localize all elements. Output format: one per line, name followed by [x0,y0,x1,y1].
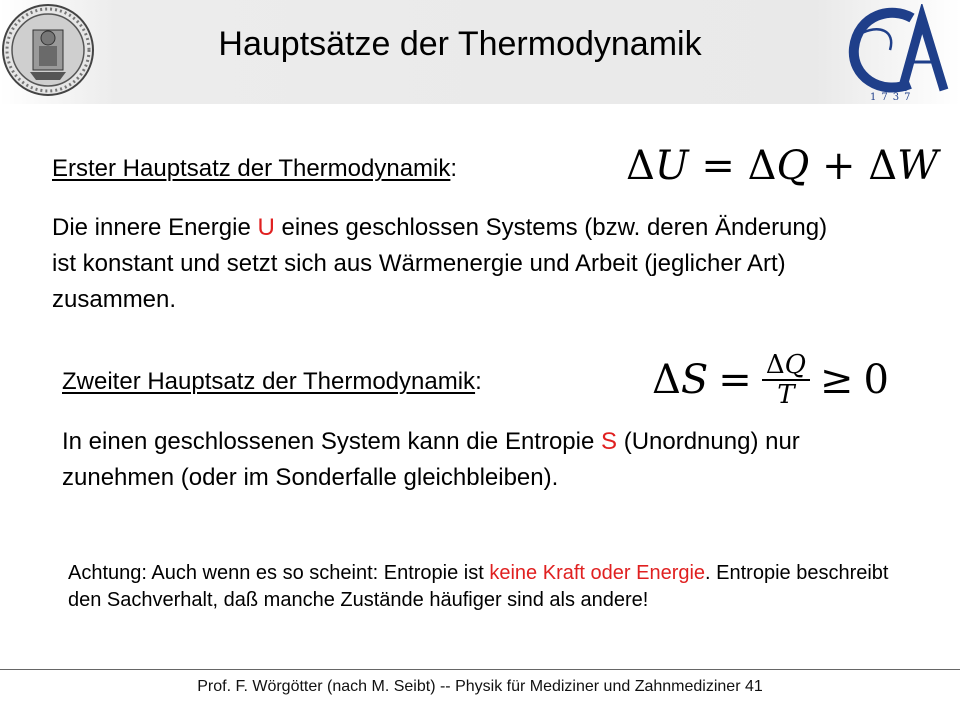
equals-symbol: = [701,143,735,189]
logo-year: 1737 [870,92,916,103]
second-law-formula [652,350,889,410]
formula-var-u: U [654,143,689,189]
caution-text-a: Achtung: Auch wenn es so scheint: Entropie ist [68,562,490,584]
first-law-heading-colon: : [450,155,458,182]
first-law-formula [626,140,938,192]
formula-var-s: S [680,357,709,403]
first-law-heading [52,154,457,184]
caution-text-b: . Entropie beschreibt den Sachverhalt, daß manche Zustände häufiger sind als andere! [68,562,889,611]
equals-symbol: = [718,357,752,403]
footer [0,677,960,697]
fraction-denominator: T [777,380,795,410]
delta-symbol: Δ [868,143,898,189]
page-number: 41 [744,678,763,695]
first-law-text-b: eines geschlossen Systems (bzw. deren Änderung) ist konstant und setzt sich aus Wärmenergie und Arbeit (jeglicher Art) zusammen. [52,214,828,313]
first-law-text-a: Die innere Energie [52,214,258,241]
fraction [762,351,810,409]
formula-zero: 0 [863,357,889,403]
geq-symbol: ≥ [819,357,854,403]
second-law-text-a: In einen geschlossenen System kann die Entropie [62,428,602,455]
footer-divider [0,669,960,670]
delta-symbol: Δ [747,143,777,189]
delta-symbol: Δ [626,143,655,189]
footer-text: Prof. F. Wörgötter (nach M. Seibt) -- Physik für Mediziner und Zahnmediziner [197,678,741,695]
university-logo-icon [840,4,952,104]
second-law-heading [62,367,482,397]
fraction-numerator [762,351,810,381]
second-law-heading-colon: : [475,368,482,395]
formula-var-q: Q [784,350,806,380]
entropy-symbol-s: S [601,428,618,455]
caution-note [68,560,918,614]
formula-var-w: W [897,143,939,189]
energy-symbol-u: U [257,214,275,241]
delta-symbol: Δ [652,357,681,403]
delta-symbol: Δ [765,350,785,380]
formula-var-q: Q [776,143,810,189]
second-law-heading-text: Zweiter Hauptsatz der Thermodynamik [62,368,476,395]
first-law-description [52,210,852,318]
page-title: Hauptsätze der Thermodynamik [218,25,702,63]
second-law-text-b: (Unordnung) nur zunehmen (oder im Sonderfalle gleichbleiben). [62,428,800,491]
second-law-description [62,424,822,496]
plus-symbol: + [821,143,856,189]
caution-highlight: keine Kraft oder Energie [489,562,706,584]
first-law-heading-text: Erster Hauptsatz der Thermodynamik [52,155,451,182]
